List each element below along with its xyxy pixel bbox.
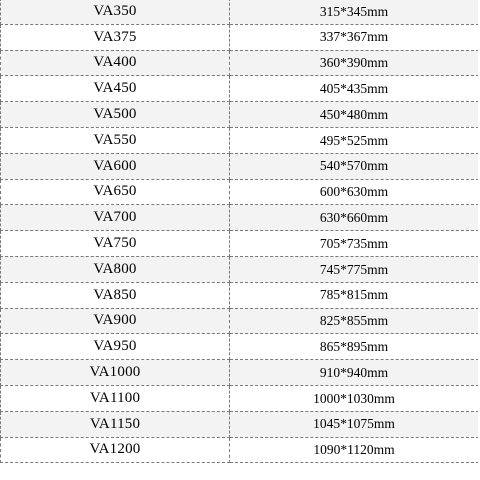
model-cell: VA1000 (1, 360, 230, 386)
size-cell: 910*940mm (230, 360, 479, 386)
table-row (1, 205, 479, 231)
model-cell: VA1200 (1, 437, 230, 463)
model-cell: VA550 (1, 127, 230, 153)
table-row (1, 411, 479, 437)
model-cell: VA850 (1, 282, 230, 308)
model-cell: VA700 (1, 205, 230, 231)
size-cell: 405*435mm (230, 76, 479, 102)
model-cell: VA650 (1, 179, 230, 205)
model-cell: VA400 (1, 50, 230, 76)
table-row (1, 437, 479, 463)
size-cell: 540*570mm (230, 153, 479, 179)
model-cell: VA1100 (1, 385, 230, 411)
size-cell: 1090*1120mm (230, 437, 479, 463)
size-cell: 337*367mm (230, 24, 479, 50)
size-cell: 630*660mm (230, 205, 479, 231)
table-row (1, 102, 479, 128)
model-cell: VA600 (1, 153, 230, 179)
table-row (1, 282, 479, 308)
table-row (1, 334, 479, 360)
size-cell: 785*815mm (230, 282, 479, 308)
table-row (1, 24, 479, 50)
model-cell: VA950 (1, 334, 230, 360)
table-row (1, 153, 479, 179)
table-row (1, 76, 479, 102)
size-cell: 705*735mm (230, 231, 479, 257)
table-row (1, 360, 479, 386)
table-row (1, 179, 479, 205)
size-cell: 1000*1030mm (230, 385, 479, 411)
size-cell: 825*855mm (230, 308, 479, 334)
table-row (1, 308, 479, 334)
model-cell: VA900 (1, 308, 230, 334)
model-cell: VA800 (1, 256, 230, 282)
table-row (1, 127, 479, 153)
size-cell: 865*895mm (230, 334, 479, 360)
size-cell: 600*630mm (230, 179, 479, 205)
model-cell: VA350 (1, 0, 230, 24)
size-cell: 495*525mm (230, 127, 479, 153)
table-row (1, 385, 479, 411)
table-row (1, 256, 479, 282)
size-cell: 360*390mm (230, 50, 479, 76)
table-row (1, 50, 479, 76)
size-cell: 315*345mm (230, 0, 479, 24)
table-row (1, 0, 479, 24)
model-cell: VA750 (1, 231, 230, 257)
model-cell: VA450 (1, 76, 230, 102)
size-cell: 1045*1075mm (230, 411, 479, 437)
size-cell: 745*775mm (230, 256, 479, 282)
size-cell: 450*480mm (230, 102, 479, 128)
model-cell: VA1150 (1, 411, 230, 437)
model-cell: VA375 (1, 24, 230, 50)
table-body (1, 0, 479, 463)
table-row (1, 231, 479, 257)
model-cell: VA500 (1, 102, 230, 128)
